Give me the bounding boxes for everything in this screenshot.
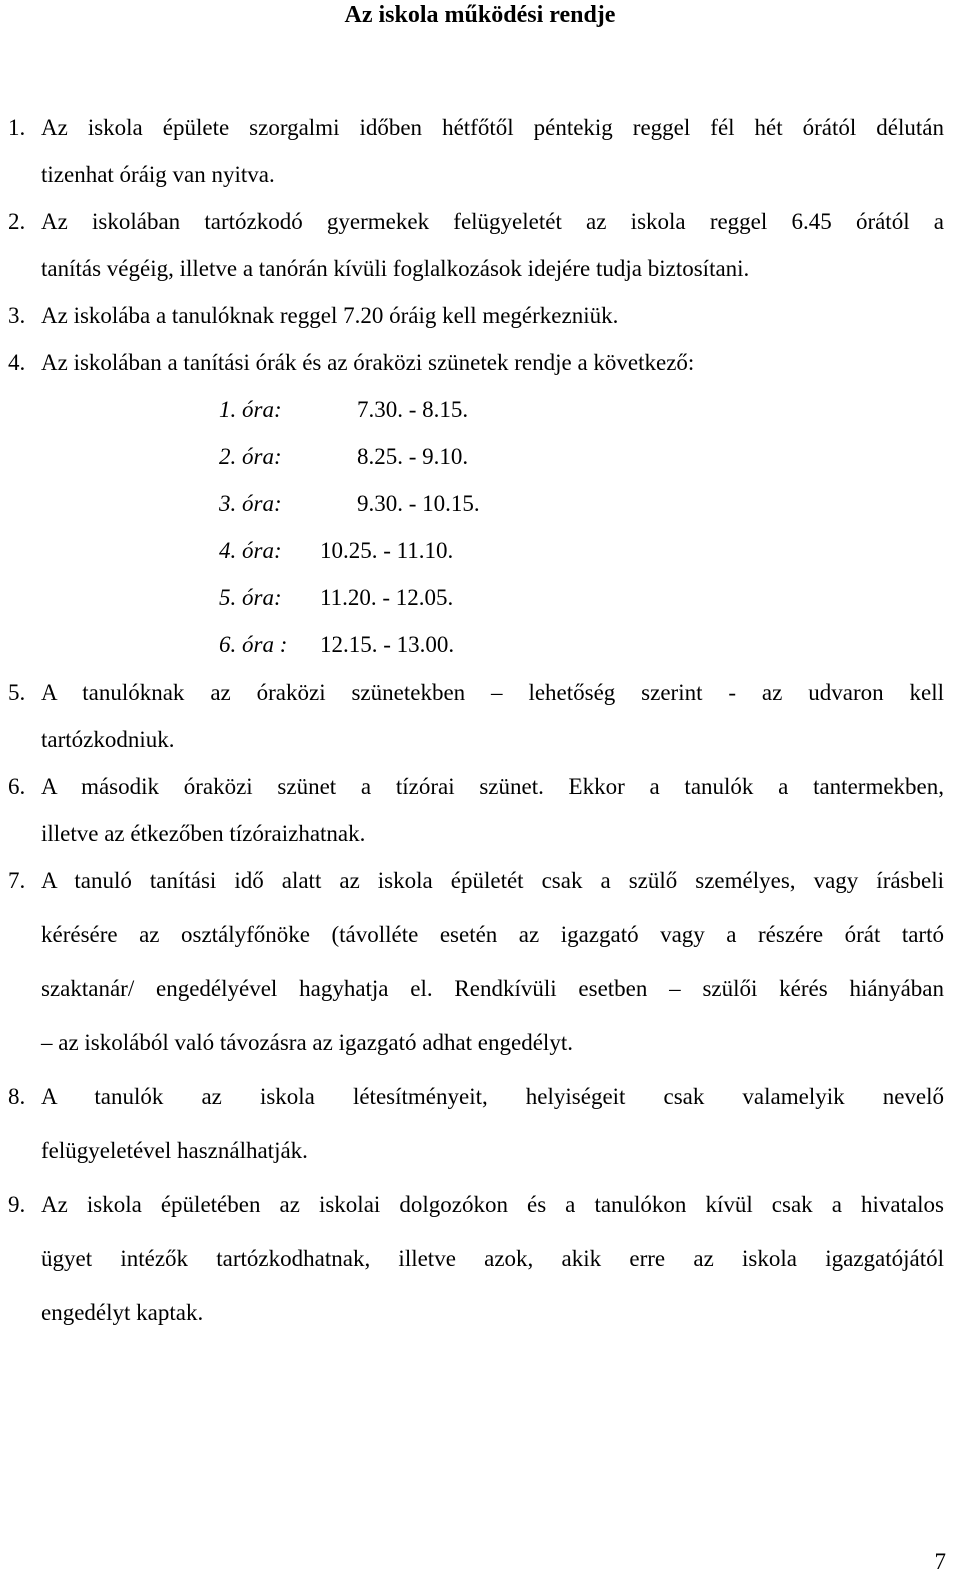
item-number: 2. [8,209,26,234]
item-line: felügyeletével használhatják. [41,1138,308,1163]
item-line: A tanulók az iskola létesítményeit, helyiségeit csak valamelyik nevelő [41,1084,944,1109]
schedule-row-5 [219,582,539,614]
item-line: A második óraközi szünet a tízórai szünet. Ekkor a tanulók a tantermekben, [41,774,944,799]
lesson-time: 12.15. - 13.00. [320,632,455,657]
item-line: engedélyt kaptak. [41,1300,204,1325]
item-number: 7. [8,868,26,893]
item-line: tanítás végéig, illetve a tanórán kívüli foglalkozások idejére tudja biztosítani. [41,256,750,281]
item-number: 6. [8,774,26,799]
lesson-time: 9.30. - 10.15. [357,491,480,516]
item-number: 9. [8,1192,26,1217]
item-line: A tanulóknak az óraközi szünetekben – lehetőség szerint - az udvaron kell [41,680,944,705]
schedule-row-2 [219,441,539,473]
lesson-label: 2. óra: [219,444,282,469]
item-number: 1. [8,115,26,140]
item-number: 3. [8,303,26,328]
schedule-row-6 [219,629,539,661]
lesson-label: 4. óra: [219,538,282,563]
item-number: 8. [8,1084,26,1109]
schedule-row-3 [219,488,539,520]
item-line: ügyet intézők tartózkodhatnak, illetve azok, akik erre az iskola igazgatójától [41,1246,944,1271]
lesson-time: 8.25. - 9.10. [357,444,469,469]
item-line: – az iskolából való távozásra az igazgató adhat engedélyt. [41,1030,573,1055]
lesson-label: 3. óra: [219,491,282,516]
lesson-time: 7.30. - 8.15. [357,397,469,422]
item-line: illetve az étkezőben tízóraizhatnak. [41,821,366,846]
item-line: Az iskolába a tanulóknak reggel 7.20 óráig kell megérkezniük. [41,303,619,328]
item-line: Az iskolában tartózkodó gyermekek felügyeletét az iskola reggel 6.45 órától a [41,209,944,234]
lesson-time: 10.25. - 11.10. [320,538,454,563]
lesson-label: 6. óra : [219,632,288,657]
schedule-row-4 [219,535,539,567]
lesson-label: 5. óra: [219,585,282,610]
item-number: 4. [8,350,26,375]
item-line: szaktanár/ engedélyével hagyhatja el. Rendkívüli esetben – szülői kérés hiányában [41,976,944,1001]
page-number: 7 [934,1549,946,1574]
item-line: Az iskola épületében az iskolai dolgozókon és a tanulókon kívül csak a hivatalos [41,1192,944,1217]
lesson-time: 11.20. - 12.05. [320,585,454,610]
item-number: 5. [8,680,26,705]
item-line: Az iskolában a tanítási órák és az óraközi szünetek rendje a következő: [41,350,695,375]
item-line: Az iskola épülete szorgalmi időben hétfőtől péntekig reggel fél hét órától délután [41,115,944,140]
item-line: kérésére az osztályfőnöke (távolléte esetén az igazgató vagy a részére órát tartó [41,922,944,947]
item-line: tartózkodniuk. [41,727,175,752]
page-title: Az iskola működési rendje [344,2,616,28]
item-line: tizenhat óráig van nyitva. [41,162,275,187]
schedule-row-1 [219,394,539,426]
item-line: A tanuló tanítási idő alatt az iskola épületét csak a szülő személyes, vagy írásbeli [41,868,944,893]
lesson-label: 1. óra: [219,397,282,422]
